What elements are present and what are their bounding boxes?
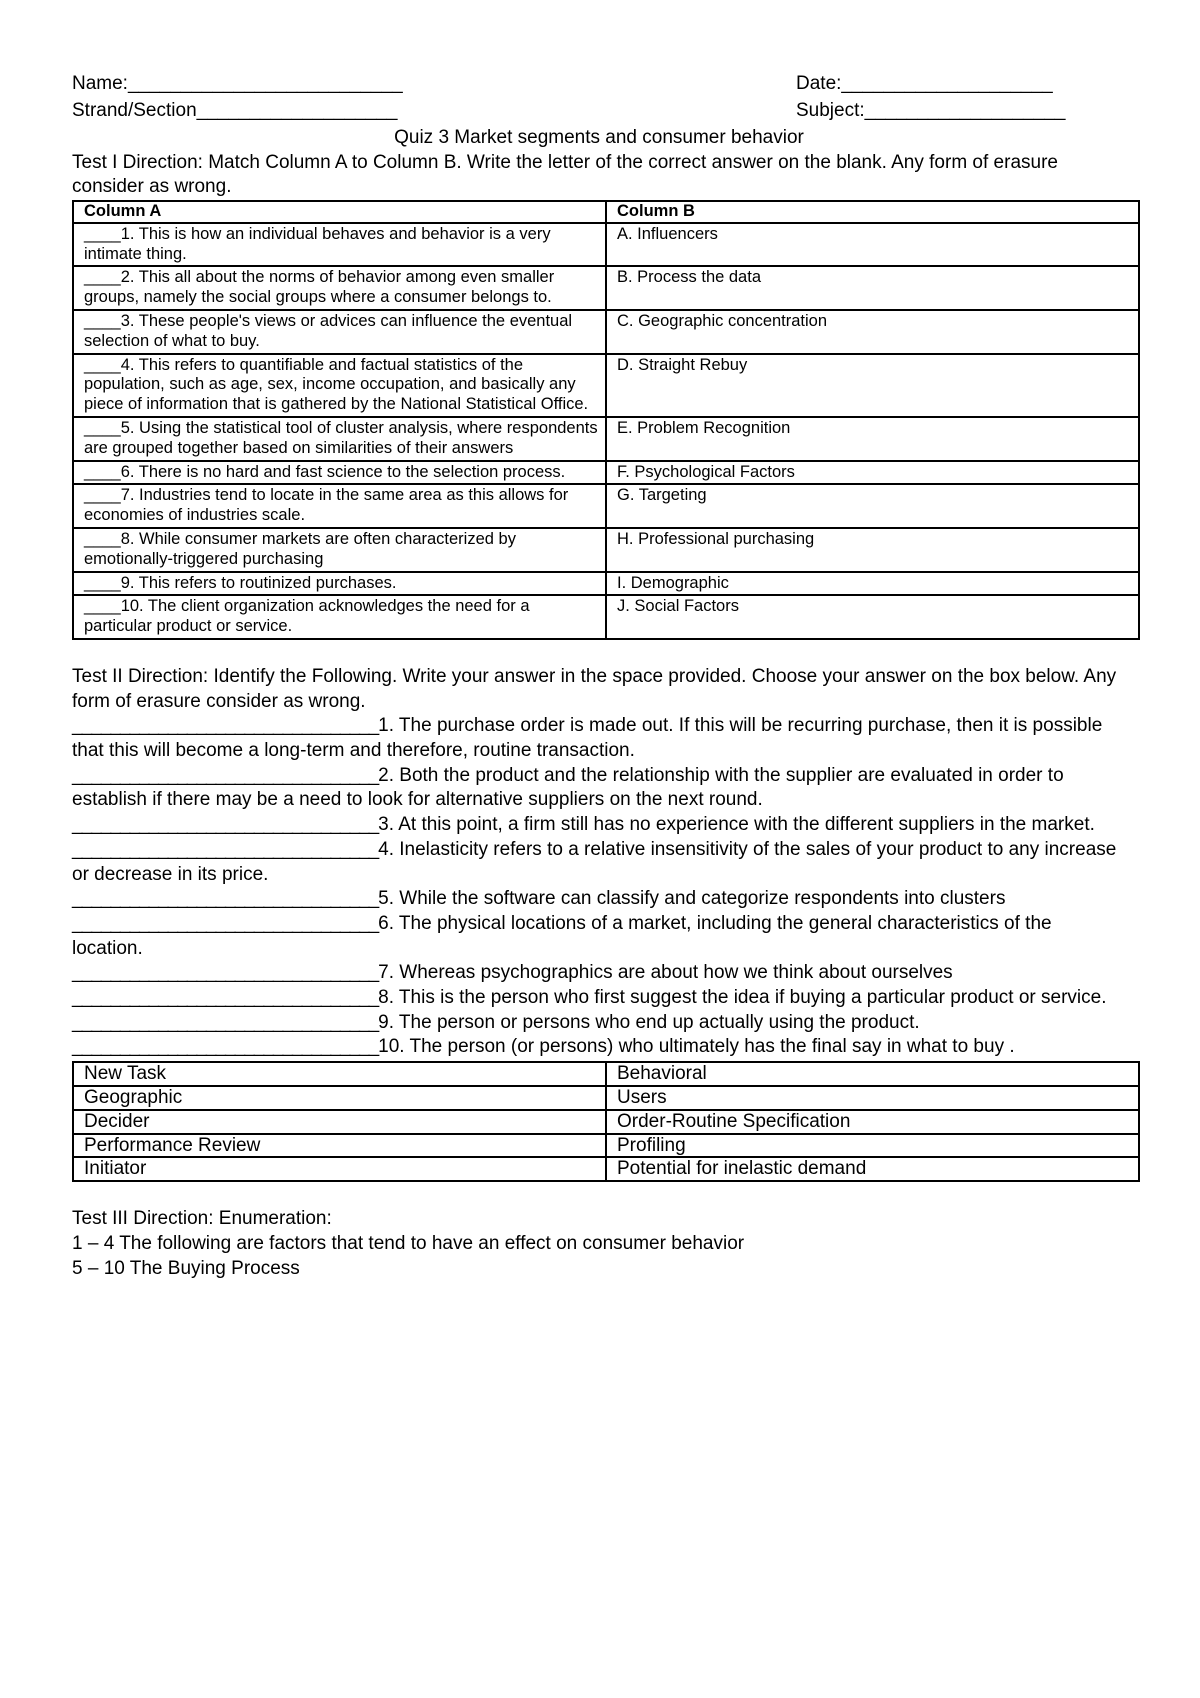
strand-section-field: Strand/Section___________________ [72, 100, 398, 121]
test2-direction: Test II Direction: Identify the Following. Write your answer in the space provided. Choose your answer on the box below. Any form of erasure consider as wrong. [72, 666, 1117, 712]
choice-cell: Users [606, 1086, 1139, 1110]
answer-blank: ________________________________ [72, 986, 379, 1008]
test2-item [72, 1011, 1126, 1036]
test2-item [72, 986, 1126, 1011]
matching-table [72, 200, 1140, 640]
answer-blank: ________________________________ [72, 1011, 379, 1033]
column-a-item: ____7. Industries tend to locate in the same area as this allows for economies of industries scale. [73, 484, 606, 528]
answer-blank: ________________________________ [72, 888, 379, 910]
column-b-item: E. Problem Recognition [606, 417, 1139, 461]
choices-row [73, 1086, 1139, 1110]
choice-cell: Profiling [606, 1134, 1139, 1158]
date-field: Date:____________________ [796, 73, 1053, 94]
test2-item [72, 764, 1126, 813]
test3-item: 5 – 10 The Buying Process [72, 1257, 300, 1279]
test2-item-text: 9. The person or persons who end up actually using the product. [378, 1011, 920, 1033]
header-row-2 [72, 99, 1126, 126]
quiz-page [72, 72, 1126, 1281]
test2-item-text: 6. The physical locations of a market, including the general characteristics of the location. [72, 912, 1052, 959]
column-b-header: Column B [606, 201, 1139, 223]
matching-row [73, 528, 1139, 572]
test1-direction: Test I Direction: Match Column A to Column B. Write the letter of the correct answer on the blank. Any form of erasure consider as wrong. [72, 151, 1058, 198]
matching-row [73, 223, 1139, 267]
choice-cell: New Task [73, 1062, 606, 1086]
choice-cell: Decider [73, 1110, 606, 1134]
column-b-item: D. Straight Rebuy [606, 354, 1139, 417]
choices-row [73, 1157, 1139, 1181]
matching-row [73, 266, 1139, 310]
test2-item-text: 10. The person (or persons) who ultimately has the final say in what to buy . [378, 1036, 1015, 1058]
column-a-item: ____6. There is no hard and fast science to the selection process. [73, 461, 606, 485]
choice-cell: Potential for inelastic demand [606, 1157, 1139, 1181]
column-b-item: C. Geographic concentration [606, 310, 1139, 354]
column-a-item: ____9. This refers to routinized purchases. [73, 572, 606, 596]
answer-blank: ________________________________ [72, 715, 379, 737]
column-b-item: H. Professional purchasing [606, 528, 1139, 572]
matching-row [73, 572, 1139, 596]
answer-blank: ________________________________ [72, 1036, 379, 1058]
test2-item [72, 961, 1126, 986]
matching-row [73, 595, 1139, 639]
test2-item-text: 7. Whereas psychographics are about how we think about ourselves [378, 962, 953, 984]
column-b-item: B. Process the data [606, 266, 1139, 310]
test2-item-text: 5. While the software can classify and categorize respondents into clusters [378, 888, 1006, 910]
subject-field: Subject:___________________ [796, 100, 1066, 121]
test3-items [72, 1232, 1126, 1281]
test2-item-text: 4. Inelasticity refers to a relative insensitivity of the sales of your product to any increase or decrease in its price. [72, 838, 1117, 885]
name-field: Name:__________________________ [72, 73, 403, 94]
column-a-item: ____3. These people's views or advices can influence the eventual selection of what to buy. [73, 310, 606, 354]
column-b-item: G. Targeting [606, 484, 1139, 528]
choices-row [73, 1134, 1139, 1158]
matching-row [73, 310, 1139, 354]
test2-item [72, 1035, 1126, 1060]
column-a-item: ____8. While consumer markets are often characterized by emotionally-triggered purchasing [73, 528, 606, 572]
column-a-item: ____4. This refers to quantifiable and factual statistics of the population, such as age, sex, income occupation, and basically any piece of information that is gathered by the National Statistical Office. [73, 354, 606, 417]
answer-blank: ________________________________ [72, 962, 379, 984]
test2-items [72, 714, 1126, 1060]
test2-item-text: 2. Both the product and the relationship with the supplier are evaluated in order to establish if there may be a need to look for alternative suppliers on the next round. [72, 764, 1064, 811]
column-a-item: ____1. This is how an individual behaves and behavior is a very intimate thing. [73, 223, 606, 267]
test2-section [72, 665, 1126, 1060]
matching-row [73, 354, 1139, 417]
answer-blank: ________________________________ [72, 838, 379, 860]
choices-table [72, 1061, 1140, 1182]
column-a-item: ____2. This all about the norms of behavior among even smaller groups, namely the social groups where a consumer belongs to. [73, 266, 606, 310]
page-title: Quiz 3 Market segments and consumer behavior [394, 127, 804, 148]
test2-item [72, 838, 1126, 887]
test2-item-text: 8. This is the person who first suggest the idea if buying a particular product or service. [378, 986, 1107, 1008]
answer-blank: ________________________________ [72, 764, 379, 786]
choice-cell: Order-Routine Specification [606, 1110, 1139, 1134]
column-b-item: J. Social Factors [606, 595, 1139, 639]
column-a-header: Column A [73, 201, 606, 223]
test3-direction: Test III Direction: Enumeration: [72, 1208, 332, 1230]
choices-row [73, 1062, 1139, 1086]
matching-row [73, 417, 1139, 461]
test2-item [72, 912, 1126, 961]
choice-cell: Initiator [73, 1157, 606, 1181]
matching-row [73, 461, 1139, 485]
test2-item [72, 813, 1126, 838]
matching-header-row [73, 201, 1139, 223]
test2-item-text: 3. At this point, a firm still has no experience with the different suppliers in the market. [378, 814, 1095, 836]
column-b-item: A. Influencers [606, 223, 1139, 267]
column-b-item: I. Demographic [606, 572, 1139, 596]
choice-cell: Behavioral [606, 1062, 1139, 1086]
test3-item: 1 – 4 The following are factors that tend to have an effect on consumer behavior [72, 1232, 745, 1254]
matching-row [73, 484, 1139, 528]
column-b-item: F. Psychological Factors [606, 461, 1139, 485]
answer-blank: ________________________________ [72, 814, 379, 836]
test3-section [72, 1207, 1126, 1281]
test2-item-text: 1. The purchase order is made out. If this will be recurring purchase, then it is possible that this will become a long-term and therefore, routine transaction. [72, 715, 1103, 762]
column-a-item: ____5. Using the statistical tool of cluster analysis, where respondents are grouped together based on similarities of their answers [73, 417, 606, 461]
test2-item [72, 887, 1126, 912]
column-a-item: ____10. The client organization acknowledges the need for a particular product or service. [73, 595, 606, 639]
answer-blank: ________________________________ [72, 912, 379, 934]
choice-cell: Geographic [73, 1086, 606, 1110]
test2-item [72, 714, 1126, 763]
header-row-1 [72, 72, 1126, 99]
choice-cell: Performance Review [73, 1134, 606, 1158]
choices-row [73, 1110, 1139, 1134]
